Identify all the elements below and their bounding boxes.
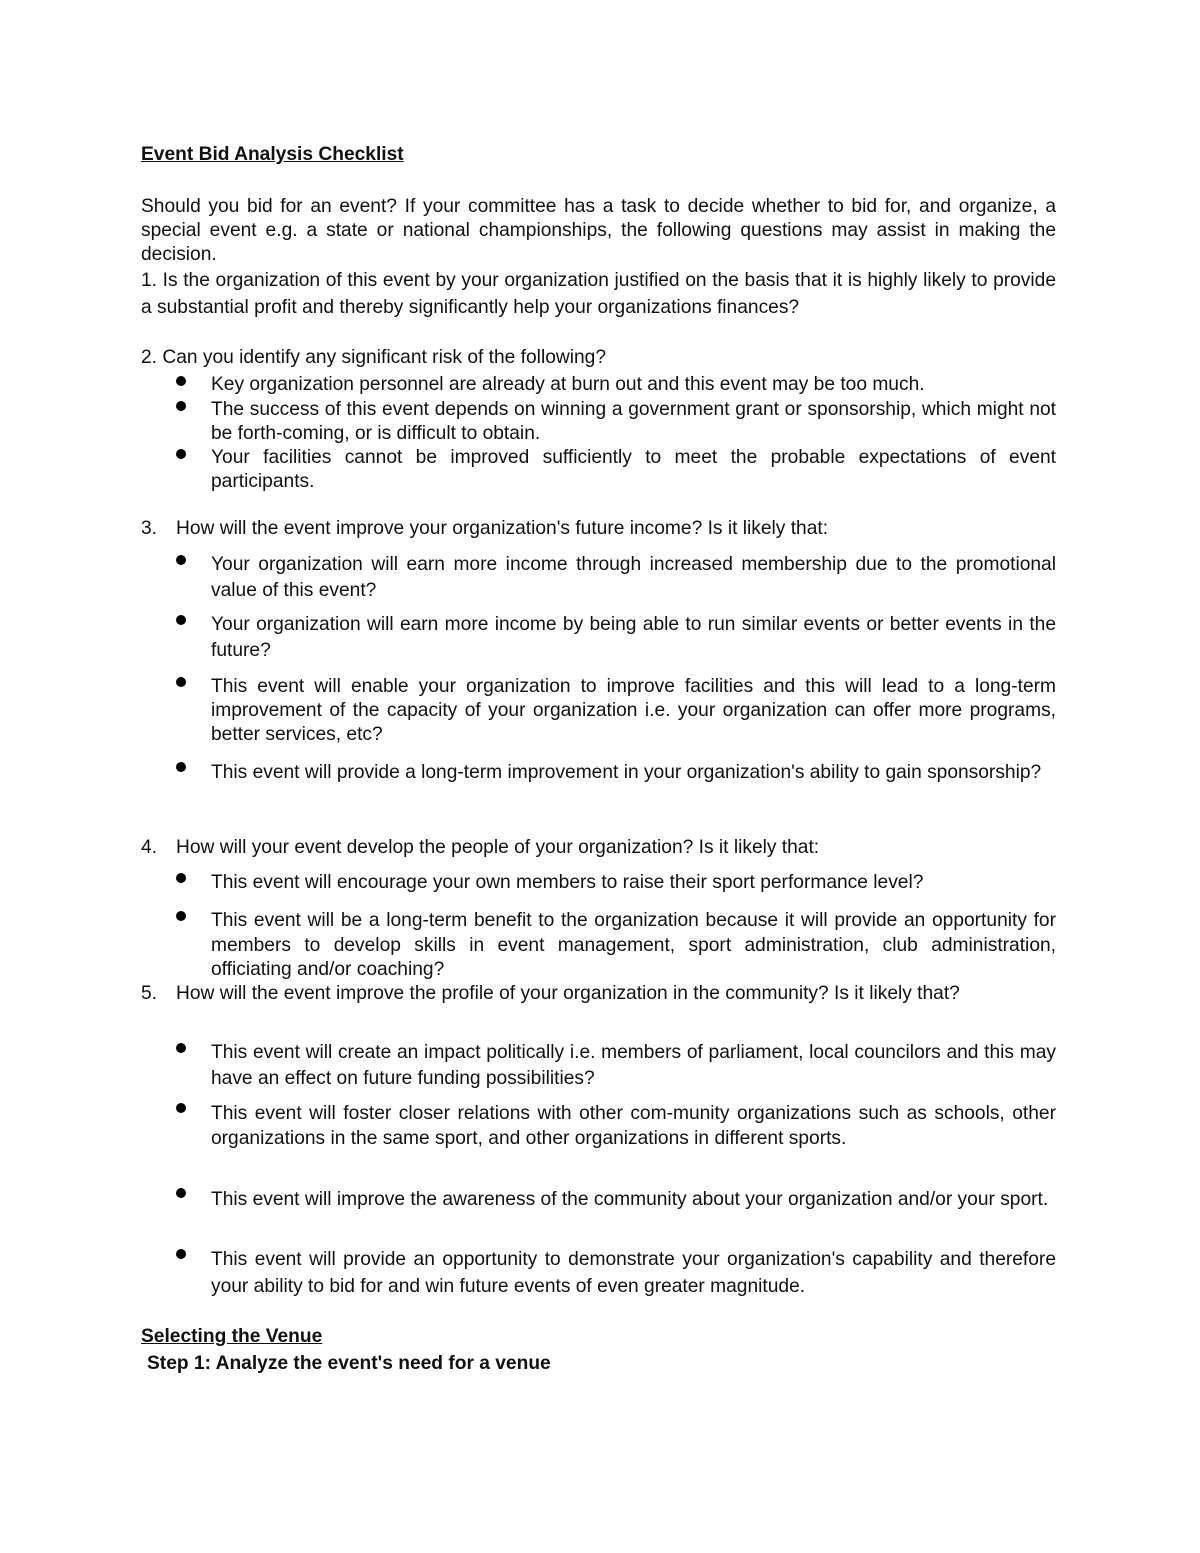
q5-bullet-2: This event will foster closer relations with other com-munity organizations such as schools, other organizations in the same sport, and other organizations in different sports. [211, 1103, 1056, 1149]
bullet-icon [176, 615, 186, 625]
question-4: How will your event develop the people of your organization? Is it likely that: [176, 837, 820, 858]
q3-bullet-2: Your organization will earn more income by being able to run similar events or better events in the future? [211, 614, 1056, 661]
venue-heading: Selecting the Venue [141, 1326, 323, 1347]
bullet-icon [176, 401, 186, 411]
question-2: 2. Can you identify any significant risk of the following? [141, 347, 607, 368]
q3-bullet-1: Your organization will earn more income through increased membership due to the promotional value of this event? [211, 554, 1056, 601]
q5-bullet-1: This event will create an impact politically i.e. members of parliament, local councilors and this may have an effect on future funding possibilities? [211, 1042, 1056, 1089]
bullet-icon [176, 1188, 186, 1198]
question-5-number: 5. [141, 983, 158, 1004]
q4-bullet-2: This event will be a long-term benefit to the organization because it will provide an opportunity for members to develop skills in event management, sport administration, club administration, officiating and/or coaching? [211, 910, 1056, 980]
bullet-icon [176, 1249, 186, 1259]
intro-paragraph: Should you bid for an event? If your committee has a task to decide whether to bid for, and organize, a special event e.g. a state or national championships, the following questions may assist in making the decision. [141, 196, 1056, 265]
q2-bullet-2: The success of this event depends on winning a government grant or sponsorship, which might not be forth-coming, or is difficult to obtain. [211, 399, 1056, 444]
question-3-number: 3. [141, 518, 158, 539]
q5-bullet-4: This event will provide an opportunity to demonstrate your organization's capability and therefore your ability to bid for and win future events of even greater magnitude. [211, 1249, 1056, 1297]
bullet-icon [176, 1043, 186, 1053]
bullet-icon [176, 449, 186, 459]
q3-bullet-4: This event will provide a long-term improvement in your organization's ability to gain sponsorship? [211, 762, 1042, 783]
question-1: 1. Is the organization of this event by your organization justified on the basis that it is highly likely to provide a substantial profit and thereby significantly help your organizations finances? [141, 270, 1056, 318]
question-5: How will the event improve the profile of your organization in the community? Is it likely that? [176, 983, 960, 1004]
q2-bullet-1: Key organization personnel are already at burn out and this event may be too much. [211, 374, 925, 395]
bullet-icon [176, 762, 186, 772]
bullet-icon [176, 911, 186, 921]
question-4-number: 4. [141, 837, 158, 858]
bullet-icon [176, 677, 186, 687]
bullet-icon [176, 376, 186, 386]
q4-bullet-1: This event will encourage your own members to raise their sport performance level? [211, 872, 924, 893]
bullet-icon [176, 555, 186, 565]
step-1-heading: Step 1: Analyze the event's need for a venue [147, 1353, 551, 1374]
bullet-icon [176, 873, 186, 883]
q2-bullet-3: Your facilities cannot be improved sufficiently to meet the probable expectations of event participants. [211, 447, 1056, 492]
q3-bullet-3: This event will enable your organization to improve facilities and this will lead to a long-term improvement of the capacity of your organization i.e. your organization can offer more programs, better services, etc? [211, 676, 1056, 745]
question-3: How will the event improve your organization's future income? Is it likely that: [176, 518, 829, 539]
q5-bullet-3: This event will improve the awareness of the community about your organization and/or your sport. [211, 1189, 1049, 1210]
bullet-icon [176, 1103, 186, 1113]
page-title: Event Bid Analysis Checklist [141, 144, 404, 165]
